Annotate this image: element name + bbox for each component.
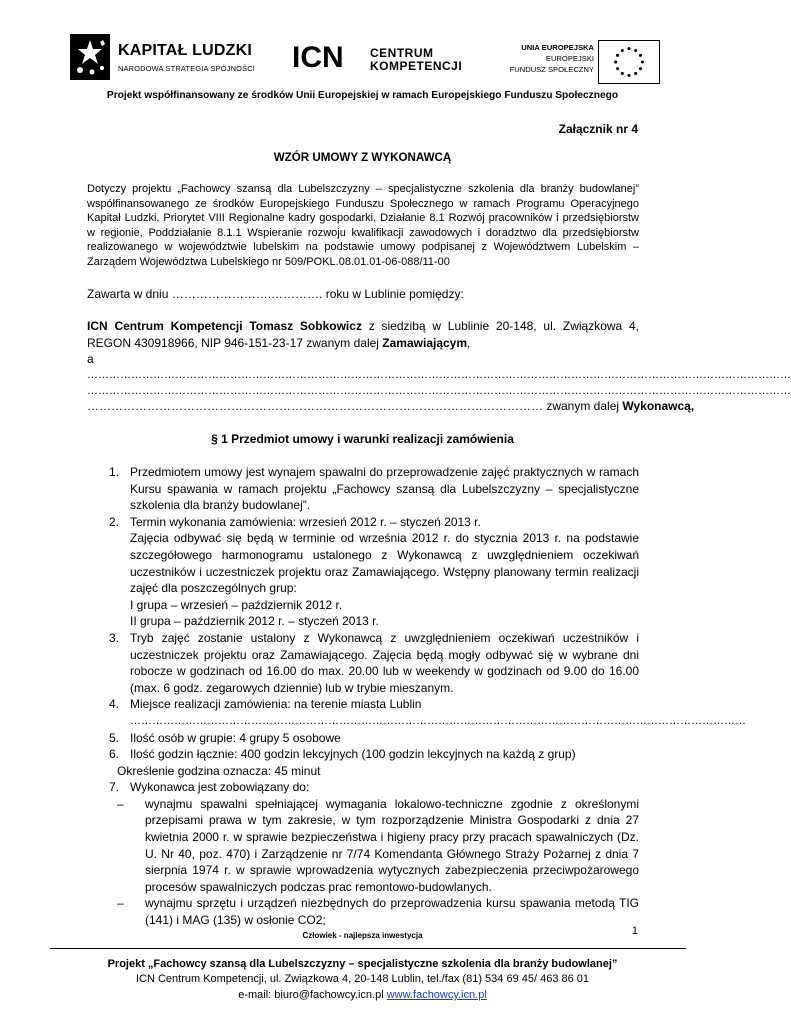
dash-bullet: – xyxy=(117,896,124,911)
eu-flag-icon xyxy=(598,40,660,84)
list-item-continuation xyxy=(87,530,639,596)
list-text: Ilość godzin łącznie: 400 godzin lekcyjnych (100 godzin lekcyjnych na każdą z grup) xyxy=(130,747,576,762)
list-number: 1. xyxy=(109,465,120,479)
list-number: 2. xyxy=(109,514,120,529)
party-2-role: Wykonawcą, xyxy=(622,399,695,413)
list-text: Wykonawca jest zobowiązany do: xyxy=(130,780,310,795)
list-item-continuation xyxy=(87,763,639,780)
list-text: Miejsce realizacji zamówienia: na terenie miasta Lublin xyxy=(130,697,422,712)
list-number: 7. xyxy=(109,780,120,795)
list-item xyxy=(87,779,639,796)
sub-list-item xyxy=(87,895,639,928)
list-text: II grupa – październik 2012 r. – styczeń 2013 r. xyxy=(130,614,379,629)
footer-email: e-mail: biuro@fachowcy.icn.pl xyxy=(238,989,387,1001)
footer-motto: Człowiek - najlepsza inwestycja xyxy=(302,931,423,940)
party-2-blank: …………………………………………………………………………………………………… zwanym dalej xyxy=(87,399,623,413)
sub-list-text: wynajmu sprzętu i urządzeń niezbędnych do przeprowadzenia kursu spawania metodą TIG (141) i MAG (135) w osłonie CO2; xyxy=(145,896,639,928)
list-item xyxy=(87,514,639,531)
list-item xyxy=(87,464,639,514)
icn-line-1: CENTRUM xyxy=(370,46,434,60)
location-blank-line xyxy=(87,713,746,730)
annex-label: Załącznik nr 4 xyxy=(558,122,638,136)
intro-paragraph: Dotyczy projektu „Fachowcy szansą dla Lubelszczyzny – specjalistyczne szkolenia dla branży budowlanej” współfinansowanego ze środków Europejskiego Funduszu Społecznego w ramach Programu Operacyjnego Kapitał Ludzki, Priorytet VIII Regionalne kadry gospodarki, Działanie 8.1 Rozwój pracowników i przedsiębiorstw w regionie, Poddziałanie 8.1.1 Wspieranie rozwoju kwalifikacji zawodowych i doradztwo dla przedsiębiorstw realizowanego w województwie lubelskim na podstawie umowy podpisanej z Województwem Lubelskim – Zarządem Województwa Lubelskiego nr 509/POKL.08.01.01-06-088/11-00 xyxy=(87,183,639,268)
list-text: Termin wykonania zamówienia: wrzesień 2012 r. – styczeń 2013 r. xyxy=(130,514,481,529)
dash-bullet: – xyxy=(117,796,124,811)
page-header xyxy=(70,30,660,86)
list-item-continuation xyxy=(87,613,639,630)
party-1-role: Zamawiającym xyxy=(382,335,468,350)
party-2-blank-line-3 xyxy=(87,399,695,413)
list-text: Przedmiotem umowy jest wynajem spawalni do przeprowadzenie zajęć praktycznych w ramach Kursu spawania w ramach projektu „Fachowcy szansą dla Lubelszczyzny – specjalistyczne szkolenia dla branży budowlanej”. xyxy=(130,465,639,513)
concluded-line: Zawarta w dniu …………………….…………. roku w Lublinie pomiędzy: xyxy=(87,287,464,301)
section-1-list xyxy=(87,464,746,929)
eu-line-2: EUROPEJSKI xyxy=(545,54,594,63)
kapital-ludzki-title: KAPITAŁ LUDZKI xyxy=(118,42,253,59)
footer-contact-line xyxy=(0,989,725,1001)
party-1-paragraph xyxy=(87,318,639,351)
list-text: Określenie godzina oznacza: 45 minut xyxy=(117,763,321,778)
list-text: I grupa – wrzesień – październik 2012 r. xyxy=(130,597,343,612)
footer-address-line: ICN Centrum Kompetencji, ul. Związkowa 4, 20-148 Lublin, tel./fax (81) 534 69 45/ 463 86 01 xyxy=(135,973,590,985)
conjunction-a: a xyxy=(87,352,94,366)
eu-line-1: UNIA EUROPEJSKA xyxy=(521,43,594,52)
party-1-details: z siedzibą w Lublinie 20-148, ul. Związkowa 4, REGON 430918966, NIP 946-151-23-17 zwanym dalej xyxy=(87,319,639,350)
icn-line-2: KOMPETENCJI xyxy=(370,59,463,73)
icn-mark: ICN xyxy=(292,41,344,74)
party-1-name: ICN Centrum Kompetencji Tomasz Sobkowicz xyxy=(87,319,362,333)
list-text: Zajęcia odbywać się będą w terminie od września 2012 r. do stycznia 2013 r. na podstawie szczegółowego harmonogramu ustalonego z Wykonawcą z uwzględnieniem oczekiwań uczestników i uczestniczek projektu oraz Zamawiającego. Wstępny planowany termin realizacji zajęć dla poszczególnych grup: xyxy=(130,531,639,596)
party-2-blank-line-2: ………………………………………………………………………………………………………………………………………………………………………… xyxy=(87,385,791,397)
list-item xyxy=(87,630,639,696)
list-item xyxy=(87,730,639,747)
list-text: …………………………………………………………………………………………………………………………………………………… xyxy=(130,714,746,727)
footer-divider xyxy=(50,948,686,949)
sub-list-item xyxy=(87,796,639,896)
cofinance-note: Projekt współfinansowany ze środków Unii Europejskiej w ramach Europejskiego Funduszu Społecznego xyxy=(106,90,619,101)
list-text: Tryb zajęć zostanie ustalony z Wykonawcą z uwzględnieniem oczekiwań uczestników i uczestniczek projektu oraz Zamawiającego. Zajęcia będą mogły odbywać się w wybrane dni robocze w godzinach od 16.00 do max. 20.00 lub w weekendy w godzinach od 9.00 do 16.00 (max. 6 godz. zegarowych dziennie) lub w trybie mieszanym. xyxy=(130,630,639,695)
footer-project-line: Projekt „Fachowcy szansą dla Lubelszczyzny – specjalistyczne szkolenia dla branży budowlanej” xyxy=(107,958,618,970)
eu-line-3: FUNDUSZ SPOŁECZNY xyxy=(509,65,594,74)
list-number: 3. xyxy=(109,630,120,645)
website-link[interactable]: www.fachowcy.icn.pl xyxy=(386,989,487,1001)
document-title: WZÓR UMOWY Z WYKONAWCĄ xyxy=(273,151,452,164)
list-text: Ilość osób w grupie: 4 grupy 5 osobowe xyxy=(130,730,341,745)
list-item-continuation xyxy=(87,597,639,614)
list-number: 6. xyxy=(109,747,120,762)
eu-logo xyxy=(510,40,660,86)
list-number: 4. xyxy=(109,697,120,712)
list-number: 5. xyxy=(109,730,120,745)
list-item xyxy=(87,696,639,713)
list-item xyxy=(87,746,639,763)
party-1-end: , xyxy=(467,335,471,350)
kapital-ludzki-emblem-icon xyxy=(70,34,110,80)
party-2-blank-line-1: ………………………………………………………………………………………………………………………………………………………………………… xyxy=(87,369,791,381)
icn-logo xyxy=(292,42,462,78)
sub-list-text: wynajmu spawalni spełniającej wymagania lokalowo-techniczne zgodnie z określonymi przepisami prawa w tym zakresie, w tym rozporządzenie Ministra Gospodarki z dnia 27 kwietnia 2000 r. w sprawie bezpieczeństwa i higieny pracy przy pracach spawalniczych (Dz. U. Nr 40, poz. 470) i Zarządzenie nr 7/74 Komendanta Głównego Straży Pożarnej z dnia 7 sierpnia 1974 r. w sprawie wprowadzenia wytycznych zabezpieczenia przeciwpożarowego procesów spawalniczych podczas prac remontowo-budowlanych. xyxy=(145,796,639,894)
page-number: 1 xyxy=(631,925,638,937)
kapital-ludzki-logo xyxy=(70,34,270,84)
kapital-ludzki-subtitle: NARODOWA STRATEGIA SPÓJNOŚCI xyxy=(118,64,256,73)
section-1-heading: § 1 Przedmiot umowy i warunki realizacji zamówienia xyxy=(211,432,514,446)
eu-text xyxy=(510,42,594,75)
